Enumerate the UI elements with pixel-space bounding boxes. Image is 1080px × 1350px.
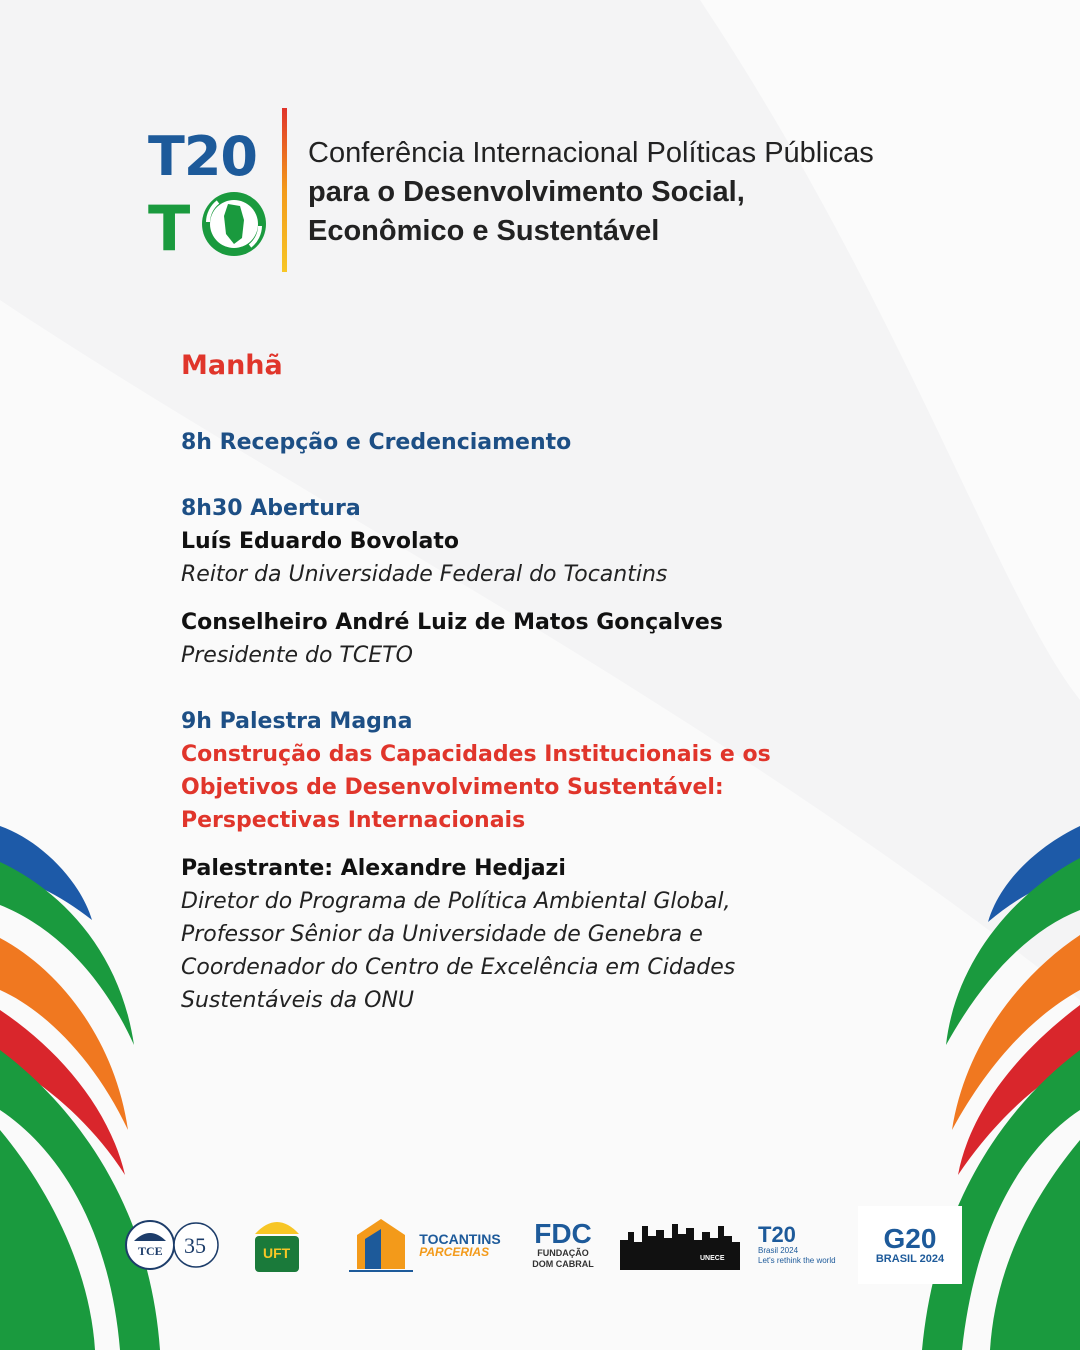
item1-time: 8h Recepção e Credenciamento bbox=[181, 430, 572, 455]
item2-time: 8h30 Abertura bbox=[181, 496, 361, 521]
item2-speaker2-name: Conselheiro André Luiz de Matos Gonçalves bbox=[181, 610, 723, 635]
g20-brasil-logo bbox=[858, 1206, 962, 1284]
tce-emblem-icon bbox=[124, 1217, 222, 1273]
partner-logos bbox=[120, 1206, 970, 1284]
item3-speaker: Palestrante: Alexandre Hedjazi bbox=[181, 856, 566, 881]
program-schedule bbox=[181, 348, 821, 1017]
item3-role-line: Professor Sênior da Universidade de Genebra e bbox=[181, 922, 703, 947]
item3-role-line: Coordenador do Centro de Excelência em Cidades bbox=[181, 955, 736, 980]
fdc-label: FDC bbox=[534, 1218, 592, 1249]
tce-logo bbox=[124, 1206, 222, 1284]
t20-brasil-logo bbox=[758, 1206, 840, 1284]
t20b-line2: Let's rethink the world bbox=[758, 1256, 836, 1265]
tce-anniversary: 35 bbox=[184, 1233, 206, 1258]
to-logo-icon bbox=[148, 186, 272, 260]
svg-text:T: T bbox=[148, 192, 191, 260]
fdc-logo bbox=[526, 1206, 600, 1284]
g20-sub: BRASIL 2024 bbox=[875, 1253, 945, 1265]
g20-label: G20 bbox=[883, 1223, 937, 1254]
item3-title-line: Objetivos de Desenvolvimento Sustentável: bbox=[181, 775, 724, 800]
conference-header bbox=[148, 108, 948, 274]
item3-role-line: Sustentáveis da ONU bbox=[181, 988, 415, 1013]
item2-speaker1-name: Luís Eduardo Bovolato bbox=[181, 529, 459, 554]
item3-title-line: Perspectivas Internacionais bbox=[181, 808, 526, 833]
section-title: Manhã bbox=[181, 350, 283, 381]
t20b-label: T20 bbox=[758, 1222, 796, 1247]
uft-logo bbox=[244, 1206, 310, 1284]
fdc-sub2: DOM CABRAL bbox=[532, 1259, 594, 1269]
tocantins-sub: PARCERIAS bbox=[419, 1244, 490, 1259]
header-divider bbox=[282, 108, 287, 272]
tocantins-parcerias-icon bbox=[349, 1215, 413, 1275]
item2-speaker1-role: Reitor da Universidade Federal do Tocantins bbox=[181, 562, 668, 587]
t20-logo-text: T20 bbox=[148, 125, 257, 188]
city-skyline-icon bbox=[620, 1220, 740, 1270]
tocantins-name: TOCANTINS bbox=[419, 1230, 501, 1247]
t20b-line1: Brasil 2024 bbox=[758, 1246, 799, 1255]
item2-speaker2-role: Presidente do TCETO bbox=[181, 643, 413, 668]
tce-label: TCE bbox=[138, 1244, 163, 1258]
conference-title bbox=[308, 134, 948, 251]
fdc-sub1: FUNDAÇÃO bbox=[537, 1248, 589, 1258]
uft-label: UFT bbox=[263, 1245, 291, 1261]
conference-title-line2: para o Desenvolvimento Social, bbox=[308, 176, 745, 208]
conference-title-line1: Conferência Internacional Políticas Públicas bbox=[308, 137, 874, 169]
item3-role-line: Diretor do Programa de Política Ambiental Global, bbox=[181, 889, 731, 914]
item3-title-line: Construção das Capacidades Institucionais e os bbox=[181, 742, 771, 767]
unece-logo bbox=[620, 1206, 740, 1284]
conference-title-line3: Econômico e Sustentável bbox=[308, 215, 660, 247]
uft-crest-icon bbox=[247, 1214, 307, 1276]
tocantins-parcerias-logo bbox=[340, 1206, 510, 1284]
item3-time: 9h Palestra Magna bbox=[181, 709, 413, 734]
unece-label: UNECE bbox=[700, 1255, 725, 1262]
